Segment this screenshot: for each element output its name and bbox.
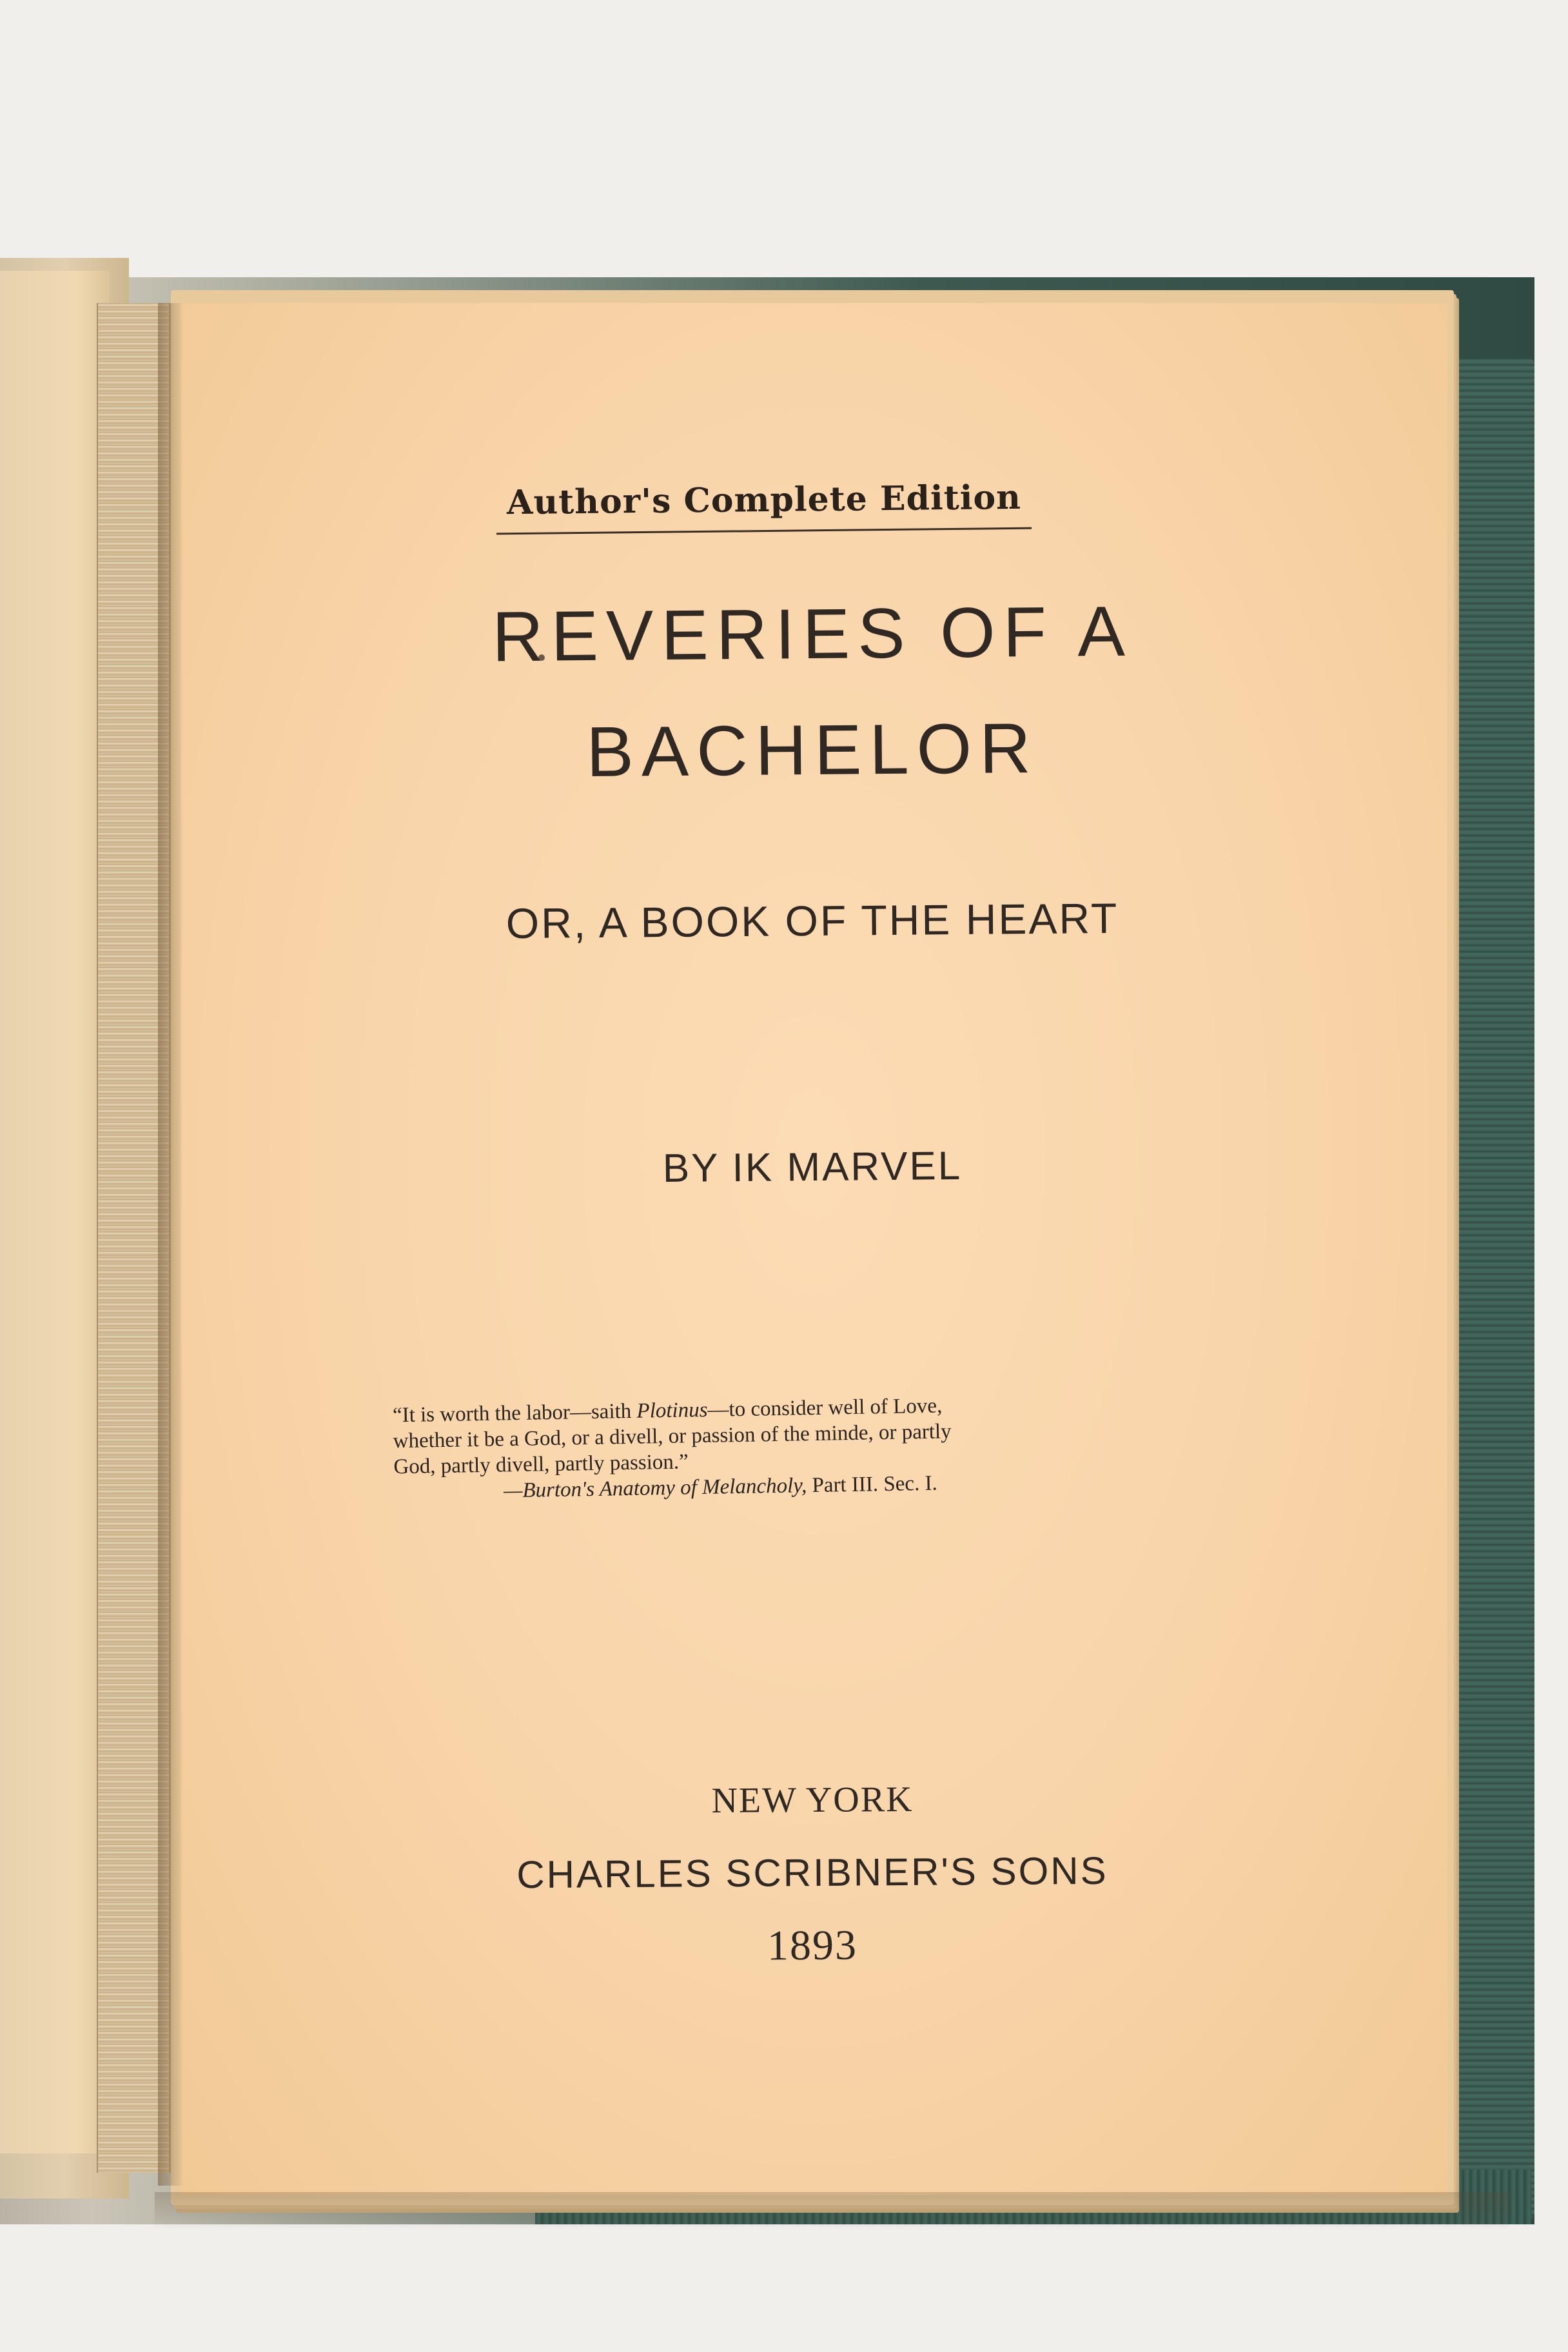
- imprint-place: NEW YORK: [711, 1779, 914, 1821]
- epigraph-line-3: God, partly divell, partly passion.”: [393, 1450, 689, 1479]
- title-line-2: BACHELOR: [585, 708, 1039, 792]
- imprint-year: 1893: [767, 1921, 858, 1970]
- title-line-1: REVERIES OF A: [491, 591, 1133, 677]
- byline: BY IK MARVEL: [662, 1143, 963, 1191]
- imprint-publisher: CHARLES SCRIBNER'S SONS: [516, 1848, 1108, 1897]
- citation-part: Part III. Sec. I.: [806, 1471, 938, 1498]
- epigraph: [393, 1389, 1162, 1506]
- epigraph-plotinus: Plotinus: [636, 1398, 708, 1423]
- citation-work: —Burton's Anatomy of Melancholy,: [503, 1474, 807, 1503]
- epigraph-line-2: whether it be a God, or a divell, or passion of the minde, or partly: [393, 1420, 952, 1453]
- bottom-shadow: [155, 2192, 1509, 2231]
- flyleaf: [0, 271, 110, 2153]
- epigraph-line-1-end: —to consider well of Love,: [707, 1394, 943, 1422]
- title-page: [181, 303, 1447, 2195]
- cover-spine-edge: [1451, 358, 1534, 2221]
- edition-label: Author's Complete Edition: [506, 477, 1022, 523]
- subtitle: OR, A BOOK OF THE HEART: [505, 894, 1119, 948]
- gutter-shadow: [158, 303, 184, 2186]
- epigraph-line-1-start: “It is worth the labor—saith: [392, 1399, 637, 1427]
